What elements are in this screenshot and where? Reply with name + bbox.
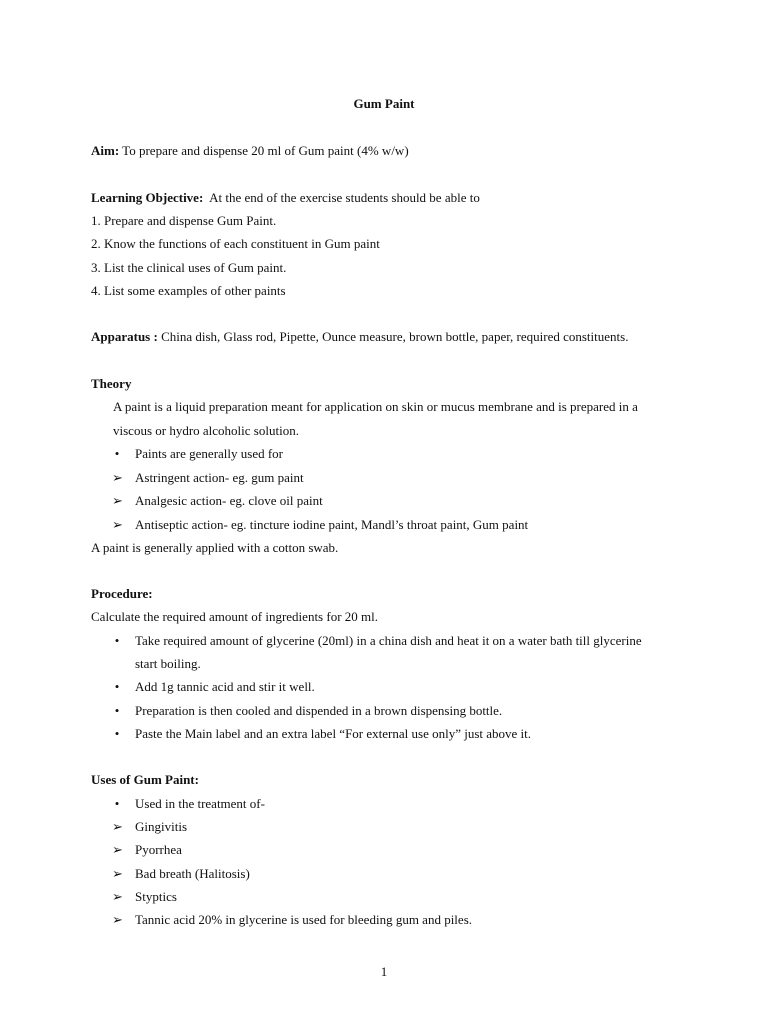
bullet-icon: • [114, 446, 120, 461]
arrow-bullet-icon: ➢ [112, 819, 123, 834]
theory-heading: Theory [91, 376, 132, 391]
arrow-bullet-icon: ➢ [112, 517, 123, 532]
bullet-icon: • [114, 796, 120, 811]
arrow-bullet-icon: ➢ [112, 493, 123, 508]
theory-paragraph-line: viscous or hydro alcoholic solution. [113, 423, 299, 438]
aim-line [91, 144, 409, 157]
theory-arrow-item: Analgesic action- eg. clove oil paint [135, 493, 323, 508]
arrow-bullet-icon: ➢ [112, 842, 123, 857]
apparatus-text: China dish, Glass rod, Pipette, Ounce measure, brown bottle, paper, required constituents. [157, 329, 629, 344]
theory-arrow-item: Antiseptic action- eg. tincture iodine paint, Mandl’s throat paint, Gum paint [135, 517, 529, 532]
uses-arrow-item: Styptics [135, 889, 177, 904]
uses-arrow-item: Gingivitis [135, 819, 188, 834]
uses-bullet-text: Used in the treatment of- [135, 796, 265, 811]
objective-item: 2. Know the functions of each constituent in Gum paint [91, 236, 380, 251]
objective-text: At the end of the exercise students should be able to [203, 190, 480, 205]
aim-label: Aim: [91, 143, 120, 158]
page-title: Gum Paint [353, 96, 415, 111]
objective-label: Learning Objective: [91, 190, 204, 205]
arrow-bullet-icon: ➢ [112, 912, 123, 927]
objective-item: 4. List some examples of other paints [91, 283, 286, 298]
aim-text: To prepare and dispense 20 ml of Gum paint (4% w/w) [119, 143, 409, 158]
apparatus-label: Apparatus : [91, 329, 158, 344]
procedure-heading: Procedure: [91, 586, 153, 601]
bullet-icon: • [114, 633, 120, 648]
procedure-intro: Calculate the required amount of ingredients for 20 ml. [91, 609, 378, 624]
arrow-bullet-icon: ➢ [112, 866, 123, 881]
procedure-step: Preparation is then cooled and dispended in a brown dispensing bottle. [135, 703, 503, 718]
theory-bullet-text: Paints are generally used for [135, 446, 284, 461]
uses-heading: Uses of Gum Paint: [91, 772, 199, 787]
page-number: 1 [380, 964, 388, 979]
objective-item: 1. Prepare and dispense Gum Paint. [91, 213, 277, 228]
uses-arrow-item: Bad breath (Halitosis) [135, 866, 250, 881]
procedure-step: Paste the Main label and an extra label “For external use only” just above it. [135, 726, 532, 741]
theory-paragraph-line: A paint is a liquid preparation meant for application on skin or mucus membrane and is prepared in a [113, 399, 638, 414]
procedure-step: Take required amount of glycerine (20ml) in a china dish and heat it on a water bath till glycerine [135, 633, 642, 648]
theory-closing: A paint is generally applied with a cotton swab. [91, 540, 339, 555]
theory-arrow-item: Astringent action- eg. gum paint [135, 470, 304, 485]
arrow-bullet-icon: ➢ [112, 470, 123, 485]
apparatus-line [91, 330, 628, 343]
objective-line [91, 191, 480, 204]
procedure-step-continuation: start boiling. [135, 656, 201, 671]
procedure-step: Add 1g tannic acid and stir it well. [135, 679, 315, 694]
bullet-icon: • [114, 726, 120, 741]
arrow-bullet-icon: ➢ [112, 889, 123, 904]
bullet-icon: • [114, 679, 120, 694]
objective-item: 3. List the clinical uses of Gum paint. [91, 260, 287, 275]
uses-arrow-item: Tannic acid 20% in glycerine is used for bleeding gum and piles. [135, 912, 472, 927]
uses-arrow-item: Pyorrhea [135, 842, 182, 857]
bullet-icon: • [114, 703, 120, 718]
